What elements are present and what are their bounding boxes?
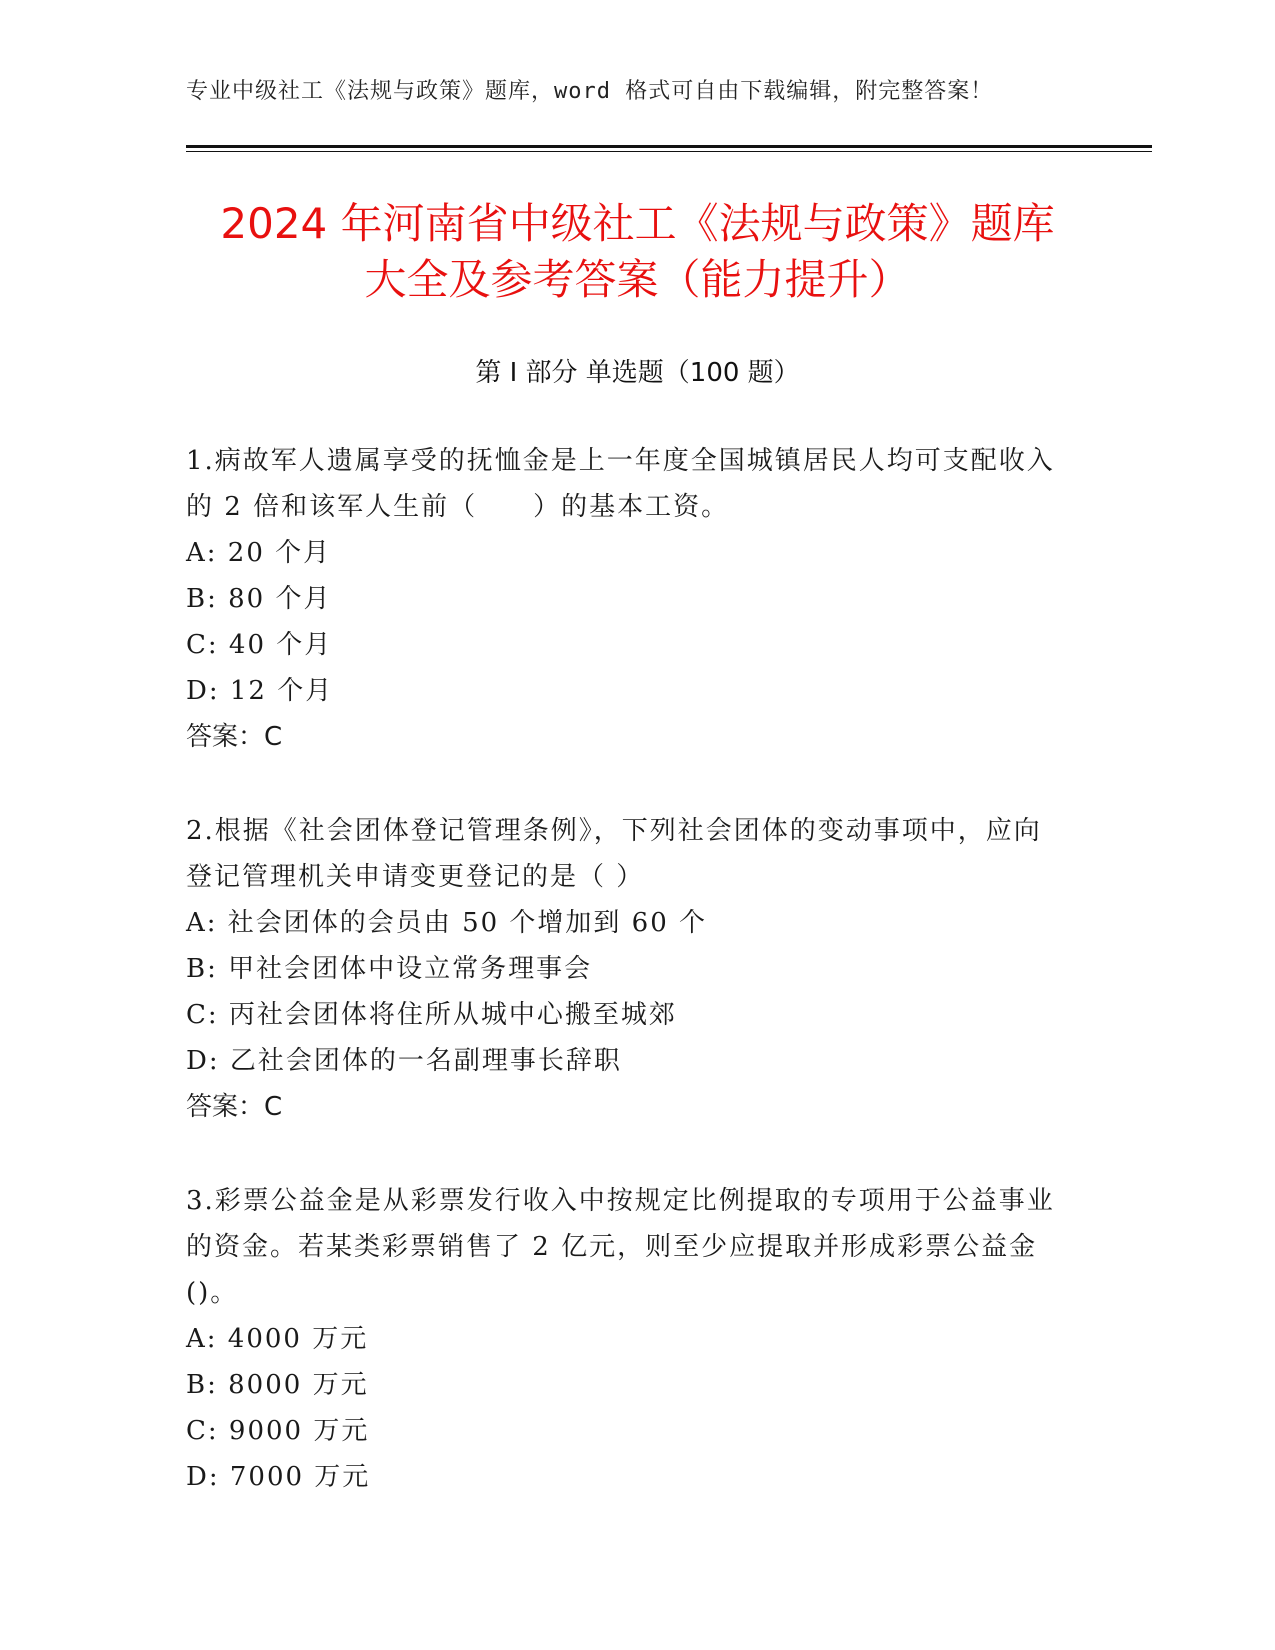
option-c: C: 40 个月 — [186, 630, 333, 660]
option-d: D: 7000 万元 — [186, 1462, 371, 1492]
question-3 — [186, 1178, 1066, 1500]
page-header-note: 专业中级社工《法规与政策》题库，word 格式可自由下载编辑，附完整答案！ — [186, 79, 994, 104]
question-list — [186, 438, 1066, 1548]
option-b: B: 80 个月 — [186, 584, 332, 614]
question-text: 1.病故军人遗属享受的抚恤金是上一年度全国城镇居民人均可支配收入的 2 倍和该军人生前（ ）的基本工资。 — [186, 446, 1055, 522]
answer-line: 答案：C — [186, 1092, 283, 1122]
question-2 — [186, 808, 1066, 1130]
answer-line: 答案：C — [186, 722, 283, 752]
question-text: 3.彩票公益金是从彩票发行收入中按规定比例提取的专项用于公益事业的资金。若某类彩票销售了 2 亿元，则至少应提取并形成彩票公益金()。 — [186, 1186, 1055, 1308]
question-text: 2.根据《社会团体登记管理条例》，下列社会团体的变动事项中，应向登记管理机关申请变更登记的是（ ） — [186, 816, 1042, 892]
question-1 — [186, 438, 1066, 760]
option-c: C: 丙社会团体将住所从城中心搬至城郊 — [186, 1000, 677, 1030]
option-b: B: 甲社会团体中设立常务理事会 — [186, 954, 593, 984]
header-rule-thin — [186, 151, 1152, 152]
option-a: A: 4000 万元 — [186, 1324, 369, 1354]
option-b: B: 8000 万元 — [186, 1370, 369, 1400]
section-heading: 第 I 部分 单选题（100 题） — [475, 358, 800, 388]
option-c: C: 9000 万元 — [186, 1416, 370, 1446]
document-title-line-1: 2024 年河南省中级社工《法规与政策》题库 — [220, 199, 1055, 248]
document-title — [100, 196, 1175, 308]
option-d: D: 12 个月 — [186, 676, 334, 706]
option-a: A: 20 个月 — [186, 538, 332, 568]
option-d: D: 乙社会团体的一名副理事长辞职 — [186, 1046, 622, 1076]
document-title-line-2: 大全及参考答案（能力提升） — [364, 255, 911, 304]
header-rule-thick — [186, 145, 1152, 148]
option-a: A: 社会团体的会员由 50 个增加到 60 个 — [186, 908, 708, 938]
